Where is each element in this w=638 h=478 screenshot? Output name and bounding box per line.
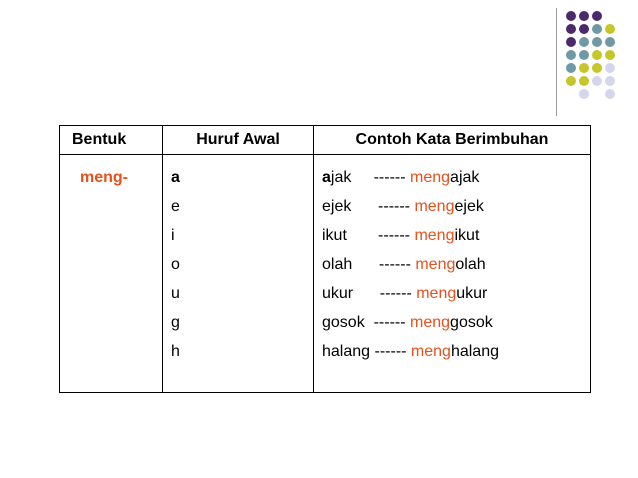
derived-rest: ajak	[450, 169, 480, 186]
base-word-rest: jak	[330, 169, 352, 186]
derived-prefix: meng	[410, 169, 451, 186]
separator: ------	[373, 169, 406, 186]
decor-dot	[579, 76, 589, 86]
decor-dot	[566, 76, 576, 86]
derived-prefix: meng	[410, 314, 451, 331]
letter-item: i	[171, 227, 175, 244]
decor-dot	[605, 37, 615, 47]
letter-item: o	[171, 256, 180, 273]
derived-rest: halang	[450, 343, 499, 360]
bentuk-cell	[60, 155, 163, 393]
decor-dot	[592, 63, 602, 73]
example-row	[322, 308, 590, 337]
example-row	[322, 163, 590, 192]
separator: ------	[378, 227, 410, 244]
decor-dot	[592, 11, 602, 21]
separator: ------	[374, 343, 407, 360]
separator: ------	[378, 198, 410, 215]
base-word: ikut	[322, 227, 347, 244]
decor-dot	[605, 89, 615, 99]
table-header-row	[60, 126, 591, 155]
example-row	[322, 221, 590, 250]
decor-dot	[566, 63, 576, 73]
base-word: ejek	[322, 198, 352, 215]
letter-item: u	[171, 285, 180, 302]
example-row	[322, 279, 590, 308]
header-bentuk: Bentuk	[60, 126, 163, 155]
contoh-kata-cell	[314, 155, 591, 393]
derived-prefix: meng	[410, 343, 451, 360]
decor-dot	[566, 37, 576, 47]
decor-dot	[566, 24, 576, 34]
decor-dot	[592, 50, 602, 60]
base-word: olah	[322, 256, 353, 273]
example-row	[322, 250, 590, 279]
separator: ------	[378, 256, 411, 273]
prefix-label: meng-	[80, 169, 128, 186]
example-row	[322, 192, 590, 221]
derived-prefix: meng	[416, 285, 457, 302]
separator: ------	[373, 314, 406, 331]
prefix-table	[59, 125, 591, 393]
base-word: gosok	[322, 314, 365, 331]
huruf-awal-cell	[163, 155, 314, 393]
decorative-dot-grid	[566, 11, 630, 103]
example-row	[322, 337, 590, 366]
derived-rest: olah	[455, 256, 486, 273]
derived-rest: ejek	[454, 198, 484, 215]
decor-dot	[592, 37, 602, 47]
header-huruf-awal: Huruf Awal	[163, 126, 314, 155]
decor-dot	[579, 50, 589, 60]
letter-item: g	[171, 314, 180, 331]
decor-dot	[579, 89, 589, 99]
decor-dot	[579, 24, 589, 34]
decor-dot	[605, 50, 615, 60]
letter-item: a	[171, 169, 180, 186]
decor-dot	[605, 76, 615, 86]
derived-rest: ukur	[456, 285, 488, 302]
base-word: halang	[322, 343, 371, 360]
decorative-vertical-line	[556, 8, 557, 116]
decor-dot	[579, 11, 589, 21]
derived-prefix: meng	[415, 256, 456, 273]
derived-rest: gosok	[450, 314, 493, 331]
decor-dot	[605, 24, 615, 34]
decor-dot	[605, 63, 615, 73]
table-row	[60, 155, 591, 393]
decor-dot	[592, 76, 602, 86]
letter-item: e	[171, 198, 180, 215]
base-word: ukur	[322, 285, 354, 302]
decor-dot	[592, 24, 602, 34]
derived-prefix: meng	[414, 198, 455, 215]
letter-item: h	[171, 343, 180, 360]
base-word-first-letter: a	[322, 169, 331, 186]
decor-dot	[566, 11, 576, 21]
decor-dot	[579, 37, 589, 47]
derived-prefix: meng	[414, 227, 455, 244]
derived-rest: ikut	[454, 227, 480, 244]
separator: ------	[379, 285, 412, 302]
header-contoh-kata: Contoh Kata Berimbuhan	[314, 126, 591, 155]
decor-dot	[579, 63, 589, 73]
decor-dot	[566, 50, 576, 60]
